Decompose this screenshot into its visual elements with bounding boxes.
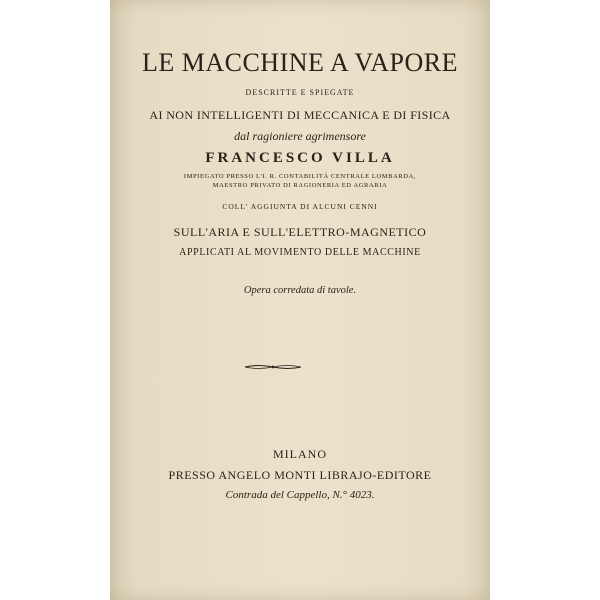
imprint-city: MILANO	[273, 447, 327, 461]
ornamental-rule	[243, 362, 303, 372]
imprint-publisher: PRESSO ANGELO MONTI LIBRAJO-EDITORE	[168, 468, 432, 482]
applied-line: APPLICATI AL MOVIMENTO DELLE MACCHINE	[179, 247, 421, 258]
audience-line: AI NON INTELLIGENTI DI MECCANICA E DI FISICA	[149, 108, 451, 122]
described-line: DESCRITTE E SPIEGATE	[245, 88, 355, 97]
plates-note: Opera corredata di tavole.	[243, 285, 357, 296]
imprint-address: Contrada del Cappello, N.° 4023.	[225, 489, 375, 501]
author-profession: dal ragioniere agrimensore	[234, 129, 366, 143]
author-name: FRANCESCO VILLA	[205, 150, 395, 166]
author-employment-line-1: IMPIEGATO PRESSO L'I. R. CONTABILITÀ CENTRALE LOMBARDA,	[183, 173, 417, 180]
author-employment-line-2: MAESTRO PRIVATO DI RAGIONERIA ED AGRARIA	[212, 182, 388, 189]
addition-line: COLL' AGGIUNTA DI ALCUNI CENNI	[222, 202, 378, 211]
book-title: LE MACCHINE A VAPORE	[141, 48, 459, 77]
subject-line: SULL'ARIA E SULL'ELETTRO-MAGNETICO	[173, 225, 427, 239]
